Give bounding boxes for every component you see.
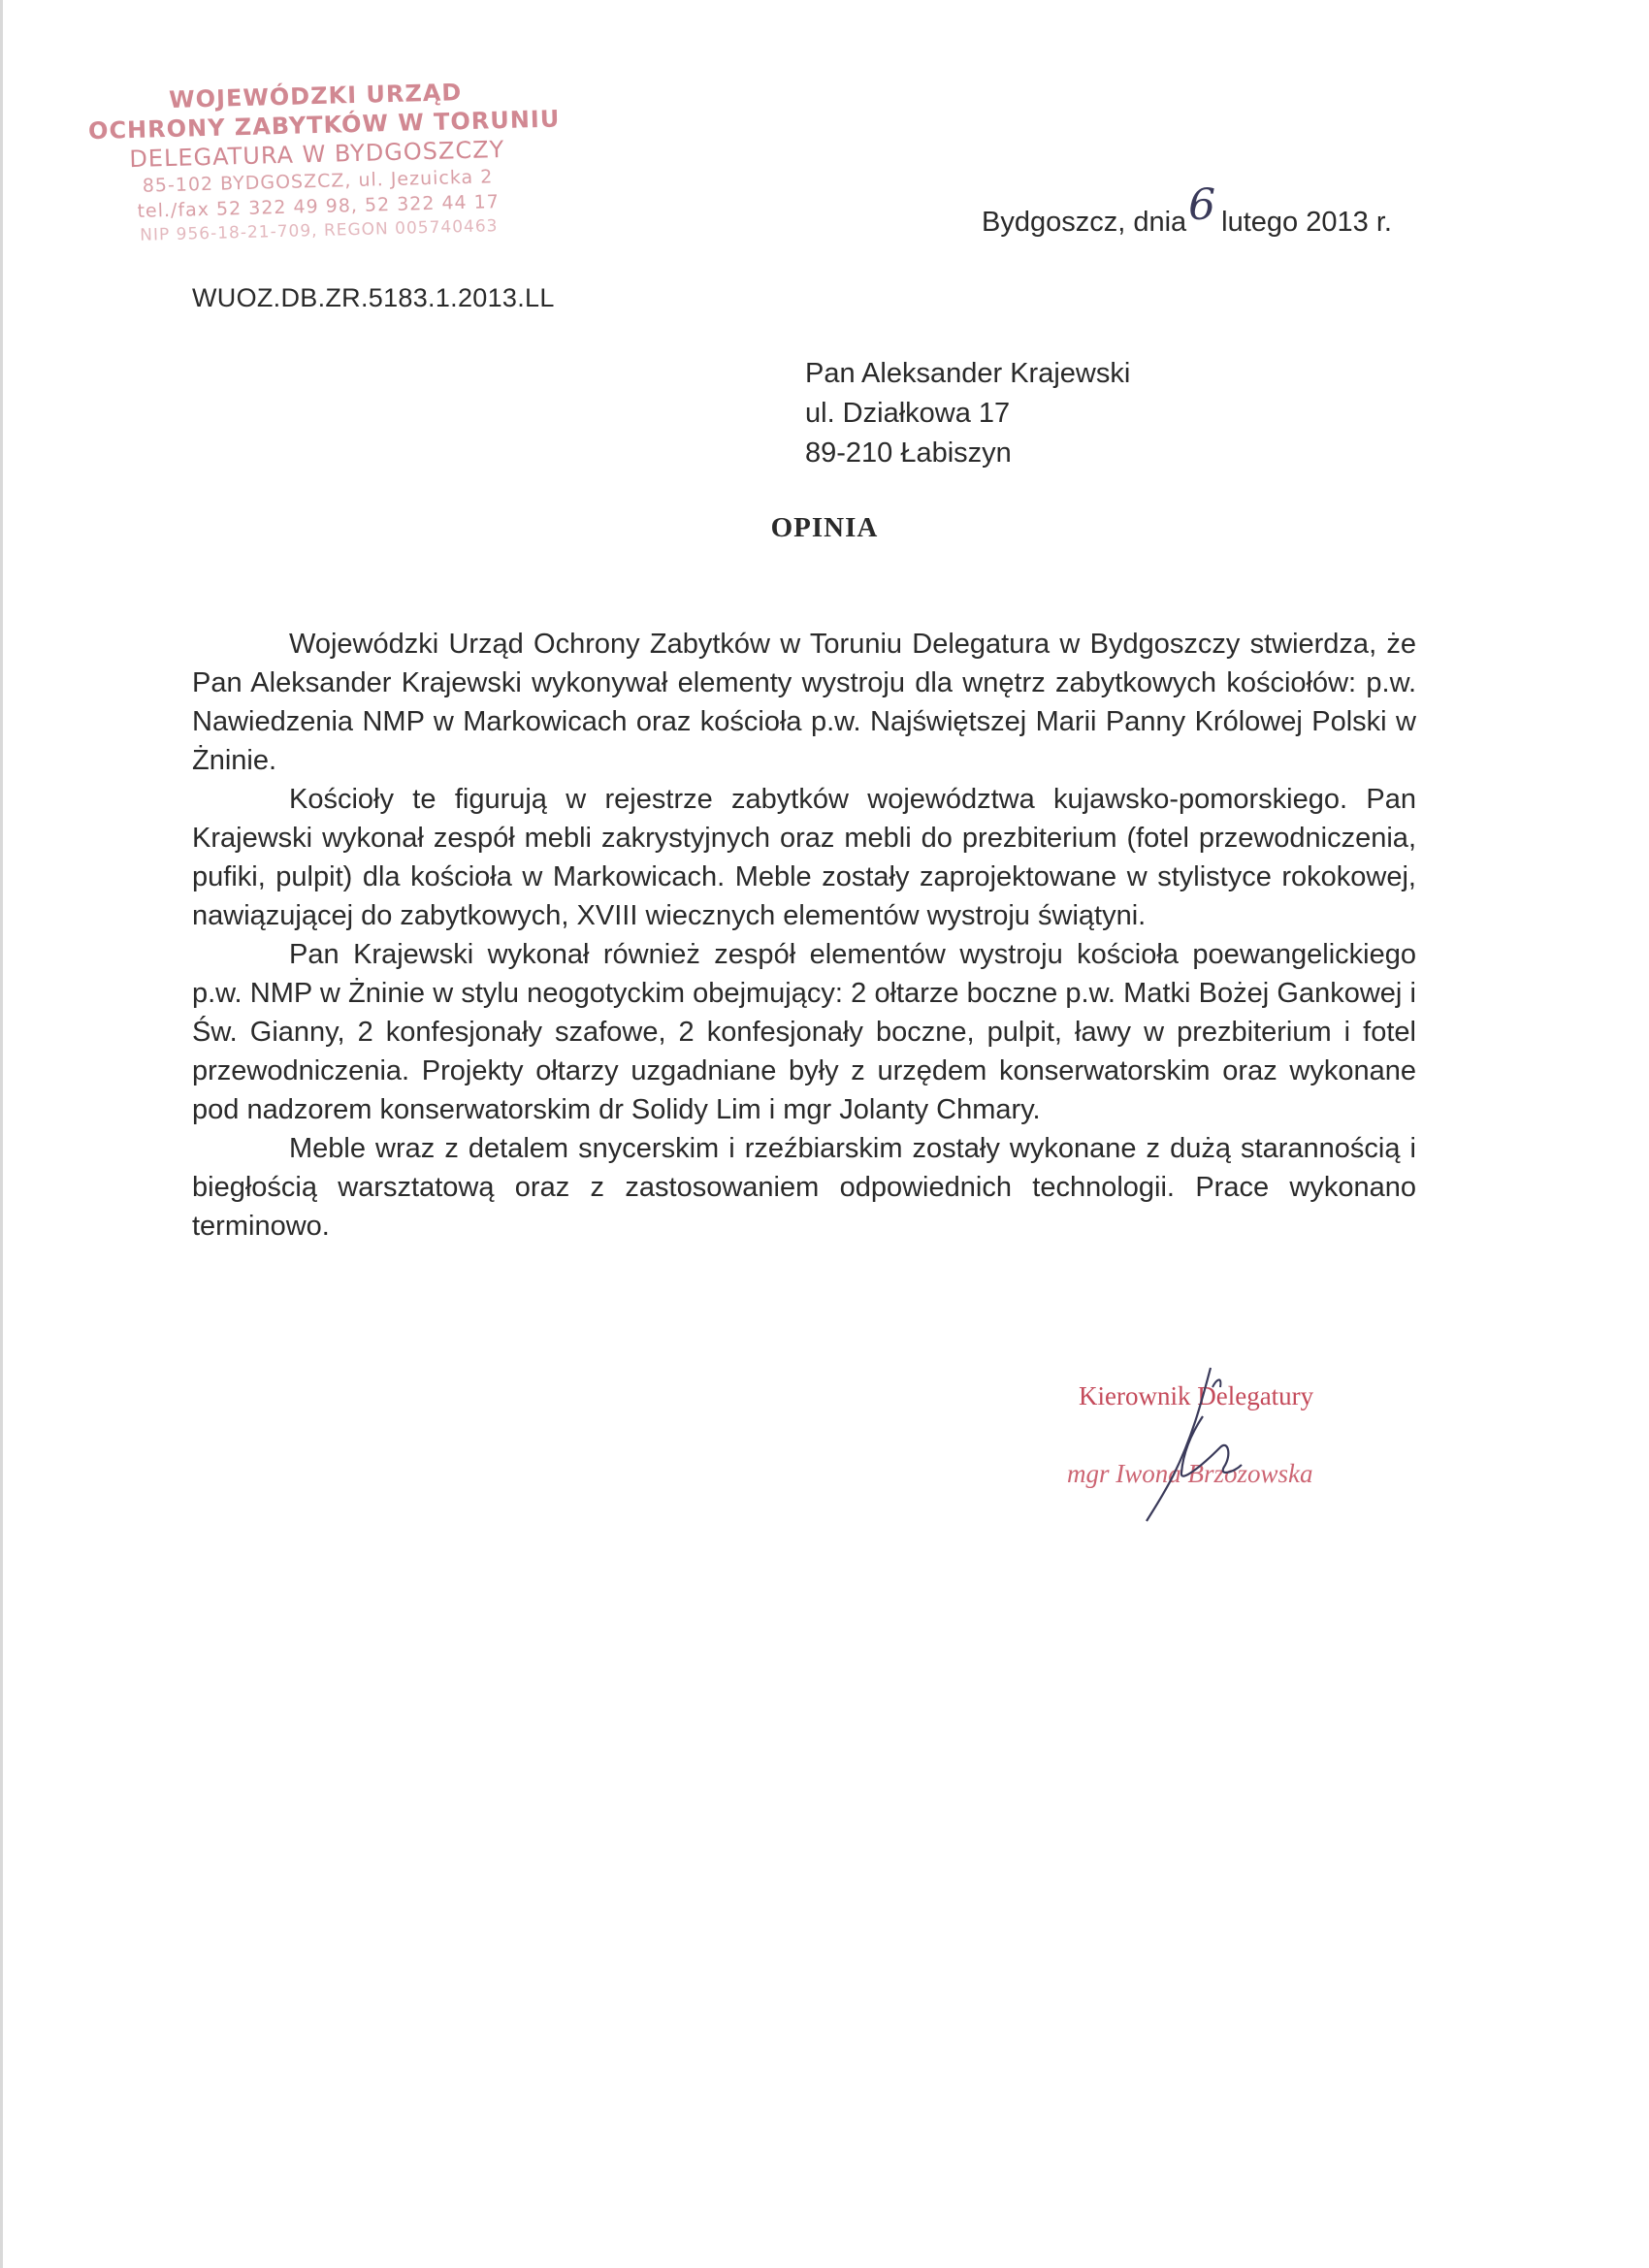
reference-number: WUOZ.DB.ZR.5183.1.2013.LL <box>192 283 555 312</box>
stamp-line: OCHRONY ZABYTKÓW W TORUNIU <box>87 105 561 146</box>
date-suffix: lutego 2013 r. <box>1221 207 1392 238</box>
date-day-handwritten: 6 <box>1188 180 1216 230</box>
office-stamp <box>87 76 561 248</box>
recipient-name: Pan Aleksander Krajewski <box>805 358 1131 389</box>
stamp-line: NIP 956-18-21-709, REGON 005740463 <box>139 216 499 245</box>
signature-block <box>1057 1358 1368 1533</box>
signature-title-stamp: Kierownik Delegatury <box>1079 1381 1314 1410</box>
recipient-street: ul. Działkowa 17 <box>805 398 1011 429</box>
stamp-line: 85-102 BYDGOSZCZ, ul. Jezuicka 2 <box>142 166 494 197</box>
date-line <box>982 180 1392 242</box>
document-title: OPINIA <box>770 512 879 543</box>
paragraph: Pan Krajewski wykonał również zespół elementów wystroju kościoła poewangelickiego p.w. NMP w Żninie w stylu neogotyckim obejmujący: 2 ołtarze boczne p.w. Matki Bożej Gankowej i Św. Gianny, 2 konfesjonały szafowe, 2 konfesjonały boczne, pulpit, ławy w prezbiterium i fotel przewodniczenia. Projekty ołtarzy uzgadniane były z urzędem konserwatorskim oraz wykonane pod nadzorem konserwatorskim dr Solidy Lim i mgr Jolanty Chmary. <box>192 939 1416 1125</box>
date-prefix: Bydgoszcz, dnia <box>982 207 1187 238</box>
recipient-city: 89-210 Łabiszyn <box>805 437 1012 469</box>
paragraph: Meble wraz z detalem snycerskim i rzeźbiarskim zostały wykonane z dużą starannością i biegłością warsztatową oraz z zastosowaniem odpowiednich technologii. Prace wykonano terminowo. <box>192 1133 1416 1242</box>
paragraph: Wojewódzki Urząd Ochrony Zabytków w Toruniu Delegatura w Bydgoszczy stwierdza, że Pan Aleksander Krajewski wykonywał elementy wystroju dla wnętrz zabytkowych kościołów: p.w. Nawiedzenia NMP w Markowicach oraz kościoła p.w. Najświętszej Marii Panny Królowej Polski w Żninie. <box>192 629 1416 776</box>
signature-name-stamp: mgr Iwona Brzozowska <box>1067 1459 1313 1488</box>
recipient-address <box>805 354 1130 473</box>
stamp-line: DELEGATURA W BYDGOSZCZY <box>128 135 505 174</box>
stamp-line: tel./fax 52 322 49 98, 52 322 44 17 <box>137 191 501 222</box>
stamp-line: WOJEWÓDZKI URZĄD <box>168 79 463 113</box>
paragraph: Kościoły te figurują w rejestrze zabytków województwa kujawsko-pomorskiego. Pan Krajewski wykonał zespół mebli zakrystyjnych oraz mebli do prezbiterium (fotel przewodniczenia, pufiki, pulpit) dla kościoła w Markowicach. Meble zostały zaprojektowane w stylistyce rokokowej, nawiązującej do zabytkowych, XVIII wiecznych elementów wystroju świątyni. <box>192 784 1416 931</box>
handwritten-signature <box>1057 1358 1368 1533</box>
letter-body <box>192 625 1416 1246</box>
